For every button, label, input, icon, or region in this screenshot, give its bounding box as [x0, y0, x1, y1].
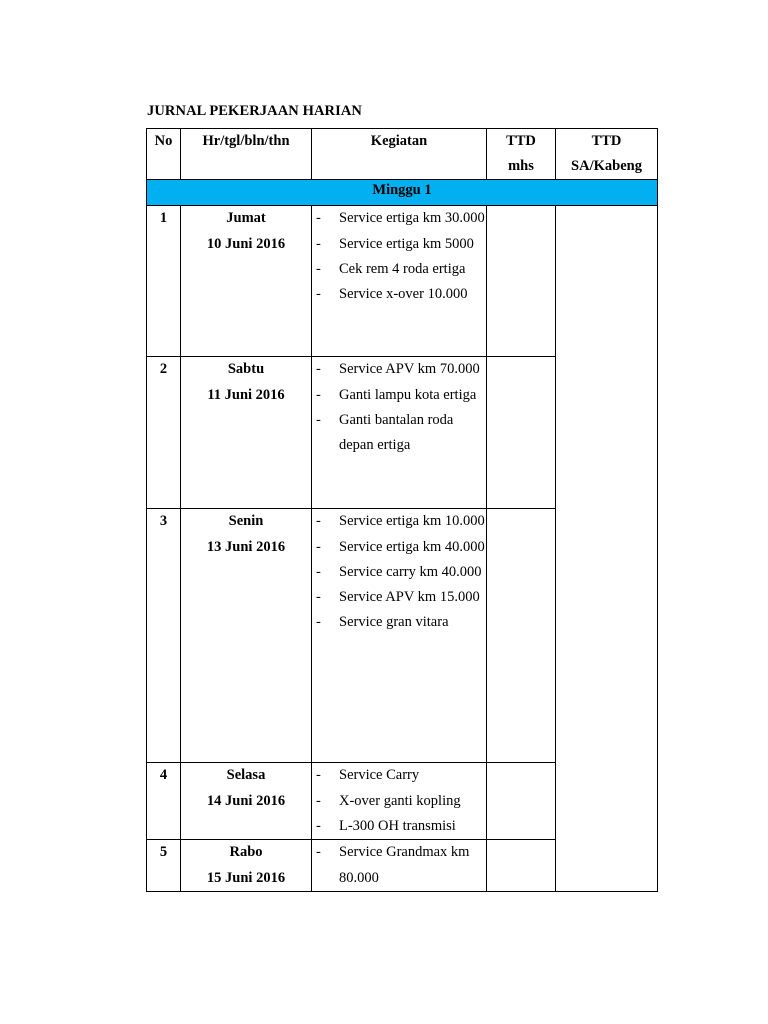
activity-item: - Service carry km 40.000 — [316, 563, 482, 580]
week-row — [147, 180, 658, 206]
row-date: 11 Juni 2016 — [207, 386, 285, 403]
table-row — [147, 206, 658, 357]
header-row — [147, 129, 658, 180]
row-date-cell — [181, 206, 312, 357]
header-ttd-mhs-line1: TTD — [506, 133, 536, 149]
row-activities — [312, 840, 487, 892]
row-number: 2 — [147, 357, 181, 509]
activity-item: - X-over ganti kopling — [316, 792, 461, 809]
activity-item: - Service gran vitara — [316, 614, 449, 631]
activity-item: - Service ertiga km 30.000 — [316, 210, 485, 227]
ttd-mhs-cell — [487, 763, 556, 840]
row-day: Sabtu — [227, 361, 265, 378]
row-date: 15 Juni 2016 — [206, 869, 286, 886]
row-date-cell — [181, 763, 312, 840]
row-activities — [312, 357, 487, 509]
row-number: 1 — [147, 206, 181, 357]
row-date-cell — [181, 509, 312, 763]
row-activities — [312, 206, 487, 357]
row-activities — [312, 763, 487, 840]
header-activity: Kegiatan — [312, 129, 487, 180]
header-ttd-mhs-line2: mhs — [508, 158, 534, 175]
header-ttd-sa — [556, 129, 658, 180]
row-day: Jumat — [226, 210, 266, 227]
row-date: 10 Juni 2016 — [206, 235, 286, 252]
activity-item: - Cek rem 4 roda ertiga — [316, 260, 466, 277]
activity-item: - Service Carry — [316, 767, 420, 784]
row-date: 13 Juni 2016 — [206, 538, 286, 555]
ttd-mhs-cell — [487, 357, 556, 509]
activity-item: - Service ertiga km 40.000 — [316, 538, 485, 555]
activity-item: - Service x-over 10.000 — [316, 286, 468, 303]
activity-item: - Ganti bantalan roda depan ertiga — [316, 411, 454, 454]
ttd-sa-cell — [556, 206, 658, 892]
activity-item: - Ganti lampu kota ertiga — [316, 386, 477, 403]
activity-item: - L-300 OH transmisi — [316, 817, 456, 834]
ttd-mhs-cell — [487, 509, 556, 763]
ttd-mhs-cell — [487, 206, 556, 357]
row-date: 14 Juni 2016 — [206, 792, 286, 809]
header-date: Hr/tgl/bln/thn — [181, 129, 312, 180]
row-number: 3 — [147, 509, 181, 763]
row-day: Selasa — [226, 767, 266, 784]
week-label: Minggu 1 — [147, 180, 658, 206]
header-ttd-mhs — [487, 129, 556, 180]
document-title: JURNAL PEKERJAAN HARIAN — [147, 103, 362, 119]
row-day: Senin — [228, 513, 264, 530]
header-no: No — [147, 129, 181, 180]
ttd-mhs-cell — [487, 840, 556, 892]
activity-item: - Service Grandmax km 80.000 — [316, 844, 470, 886]
row-day: Rabo — [229, 844, 263, 861]
activity-item: - Service APV km 15.000 — [316, 589, 480, 606]
row-date-cell — [181, 840, 312, 892]
row-number: 5 — [147, 840, 181, 892]
activity-item: - Service APV km 70.000 — [316, 361, 480, 378]
journal-table — [146, 128, 658, 892]
header-ttd-sa-line1: TTD — [591, 133, 622, 149]
header-ttd-sa-line2: SA/Kabeng — [571, 158, 642, 175]
activity-item: - Service ertiga km 10.000 — [316, 513, 485, 530]
row-date-cell — [181, 357, 312, 509]
row-number: 4 — [147, 763, 181, 840]
activity-item: - Service ertiga km 5000 — [316, 235, 474, 252]
row-activities — [312, 509, 487, 763]
